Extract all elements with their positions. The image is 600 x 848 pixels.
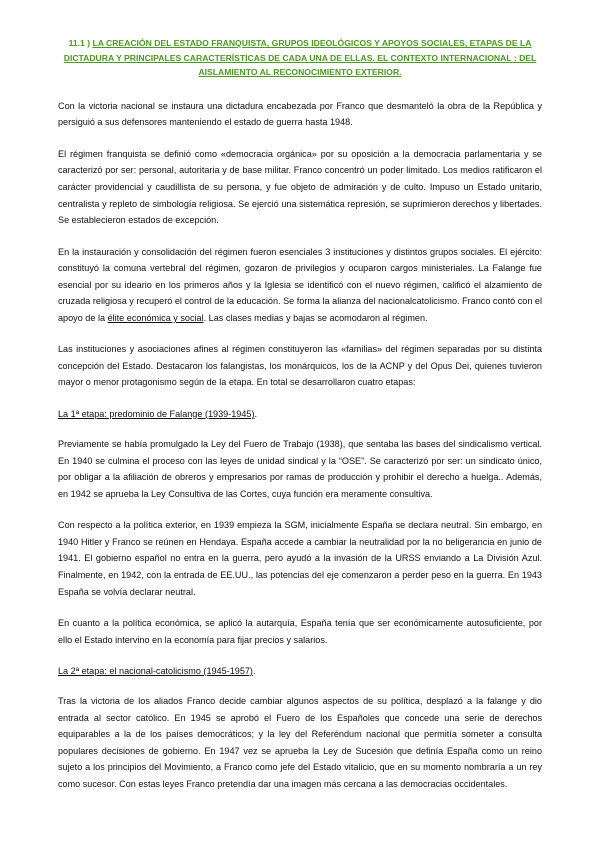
paragraph-labor-law: Previamente se había promulgado la Ley del Fuero de Trabajo (1938), que sentaba las bases del sindicalismo vertical. En 1940 se culmina el proceso con las leyes de unidad sindical y la “OSE”. Se caracterizó por ser: un sindicato único, por obligar a la afiliación de obreros y empresarios por ramas de producción y prohibir el derecho a huelga.. Además, en 1942 se aprueba la Ley Consultiva de las Cortes, cuya función era meramente consultiva. [58,438,542,499]
section-heading-stage-1 [58,406,542,423]
paragraph-national-catholicism: Tras la victoria de los aliados Franco decide cambiar algunos aspectos de su política, desplazó a la falange y dio entrada al sector católico. En 1945 se aprobó el Fuero de los Españoles que concede una serie de derechos equiparables a la de los países democráticos; y la ley del Referéndum nacional que permitía someter a consulta populares decisiones de gobierno. En 1947 vez se aprueba la Ley de Sucesión que definía España como un reino sujeto a los principios del Movimiento, a Franco como jefe del Estado vitalicio, que en su momento nombraría a un rey como sucesor. Con estas leyes Franco pretendía dar una imagen más cercana a las democracias occidentales. [58,695,542,789]
title-text: LA CREACIÓN DEL ESTADO FRANQUISTA, GRUPOS IDEOLÓGICOS Y APOYOS SOCIALES, ETAPAS DE LA DICTADURA Y PRINCIPALES CARACTERÍSTICAS DE CADA UNA DE ELLAS. EL CONTEXTO INTERNACIONAL : DEL AISLAMIENTO AL RECONOCIMIENTO EXTERIOR. [63,38,537,78]
paragraph-foreign-policy: Con respecto a la política exterior, en 1939 empieza la SGM, inicialmente España se declara neutral. Sin embargo, en 1940 Hitler y Franco se reúnen en Hendaya. España accede a cambiar la neutralidad por la no beligerancia en junio de 1941. El gobierno español no entra en la guerra, pero ayudó a la invasión de la URSS enviando a La División Azul. Finalmente, en 1942, con la entrada de EE.UU., las potencias del eje comenzaron a perder peso en la guerra. En 1943 España se volvía declarar neutral. [58,520,542,597]
title-number: 11.1 ) [68,38,91,48]
paragraph-economic-policy: En cuanto a la política económica, se aplicó la autarquía, España tenía que ser económicamente autosuficiente, por ello el Estado intervino en la economía para fijar precios y salarios. [58,617,542,645]
paragraph-intro: Con la victoria nacional se instaura una dictadura encabezada por Franco que desmanteló la obra de la República y persiguió a sus defensores manteniendo el estado de guerra hasta 1948. [58,100,542,128]
paragraph-families: Las instituciones y asociaciones afines al régimen constituyeron las «familias» del régimen separadas por su distinta concepción del Estado. Destacaron los falangistas, los monárquicos, los de la ACNP y del Opus Dei, quienes tuvieron mayor o menor protagonismo según de la etapa. En total se desarrollaron cuatro etapas: [58,344,542,388]
paragraph-institutions [58,244,542,327]
heading-stage-1-text: La 1ª etapa: predominio de Falange (1939-1945) [58,408,255,419]
section-heading-stage-2 [58,663,542,680]
paragraph-institutions-tail: . Las clases medias y bajas se acomodaron al régimen. [203,312,428,323]
document-title [62,36,538,80]
heading-stage-1-period: . [254,408,258,419]
heading-stage-2-period: . [252,665,256,676]
elite-link[interactable]: élite económica y social [107,312,204,323]
paragraph-institutions-text: En la instauración y consolidación del régimen fueron esenciales 3 instituciones y distintos grupos sociales. El ejército: constituyó la comuna vertebral del régimen, gozaron de privilegios y ocuparon cargos ministeriales. La Falange fue esencial por su ideario en los primeros años y la Iglesia se identificó con el nuevo régimen, calificó el alzamiento de cruzada religiosa y recuperó el control de la educación. Se forma la alianza del nacionalcatolicismo. Franco contó con el apoyo de la [58,246,542,323]
paragraph-regime-definition: El régimen franquista se definió como «democracia orgánica» por su oposición a la democracia parlamentaria y se caracterizó por ser: personal, autoritaria y de base militar. Franco concentró un poder limitado. Los medios ratificaron el carácter providencial y caudillista de su persona, y fue objeto de admiración y de culto. Impuso un Estado unitario, centralista y repleto de simbología religiosa. Se ejerció una sistemática represión, se suprimieron derechos y libertades. Se establecieron estados de excepción. [58,148,542,226]
heading-stage-2-text: La 2ª etapa: el nacional-catolicismo (1945-1957) [58,665,253,676]
